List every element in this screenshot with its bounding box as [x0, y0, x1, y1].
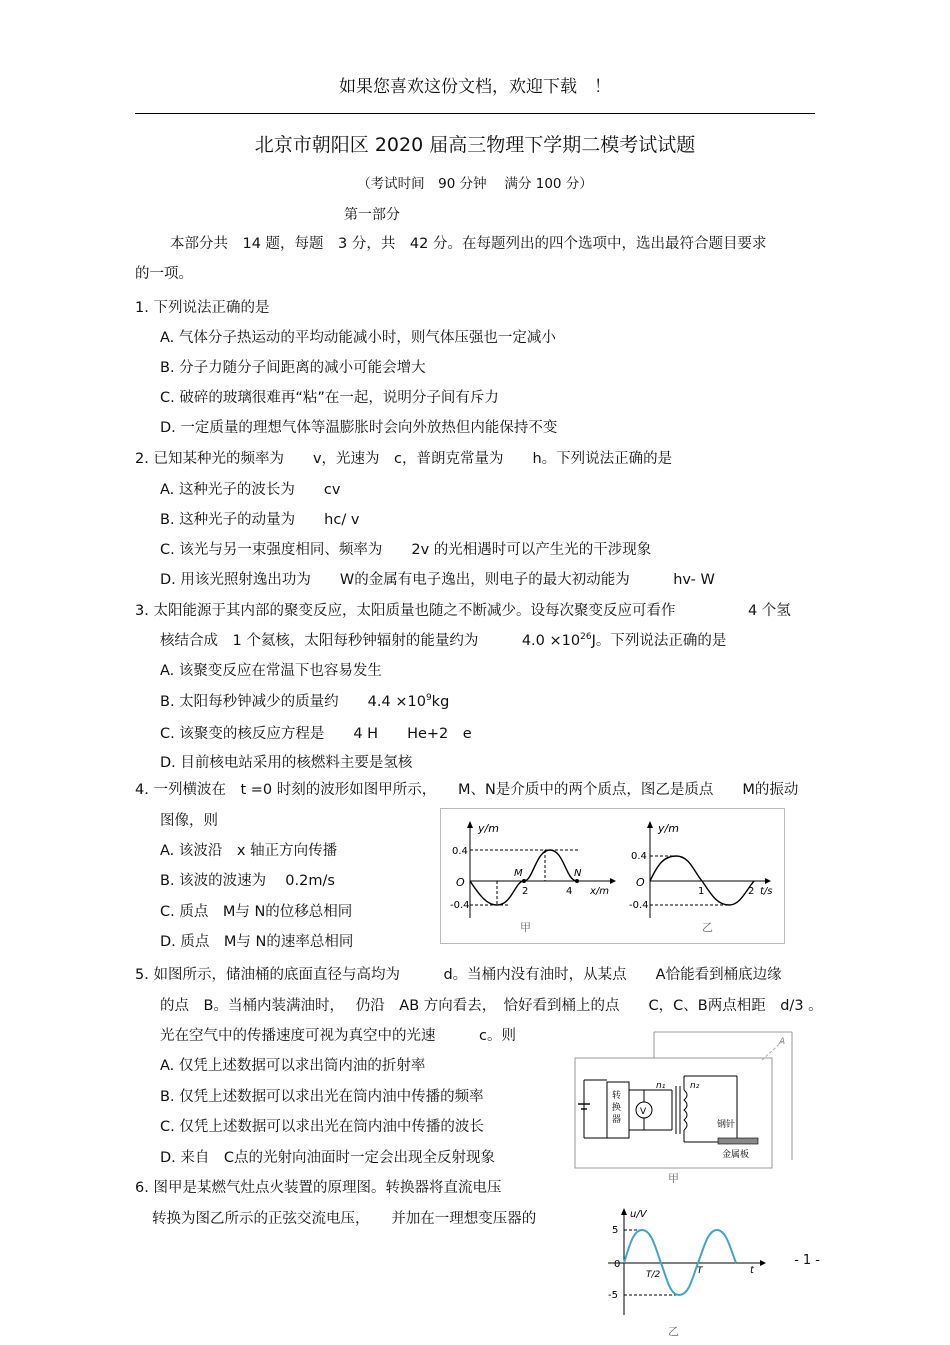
sine-origin: 0: [614, 1259, 621, 1270]
page-number: - 1 -: [794, 1253, 820, 1268]
jia-x-tick-4: 4: [566, 886, 573, 897]
q2-option-b: B. 这种光子的动量为 hc/ v: [160, 512, 360, 528]
q1-option-d: D. 一定质量的理想气体等温膨胀时会向外放热但内能保持不变: [160, 420, 558, 436]
q1-stem: 1. 下列说法正确的是: [135, 300, 270, 316]
q2-stem: 2. 已知某种光的频率为 v，光速为 c，普朗克常量为 h。下列说法正确的是: [135, 451, 673, 467]
sine-caption: 乙: [668, 1325, 679, 1338]
sine-x-label: t: [750, 1265, 754, 1276]
q5-option-d: D. 来自 C点的光射向油面时一定会出现全反射现象: [160, 1150, 496, 1166]
n1-label: n₁: [656, 1081, 666, 1091]
jia-caption: 甲: [520, 921, 531, 934]
q1-option-b: B. 分子力随分子间距离的减小可能会增大: [160, 360, 426, 376]
part-heading: 第一部分: [344, 207, 400, 223]
q3-option-d: D. 目前核电站采用的核燃料主要是氢核: [160, 755, 413, 771]
sine-figure: [600, 1205, 772, 1343]
meter-label: V: [640, 1107, 647, 1117]
q4-option-c: C. 质点 M与 N的位移总相同: [160, 904, 353, 920]
needle-label: 钢针: [717, 1120, 736, 1130]
exam-subtitle: （考试时间 90 分钟 满分 100 分）: [357, 176, 593, 192]
circuit-caption: 甲: [668, 1172, 679, 1185]
jia-origin: O: [456, 876, 465, 889]
sine-half-period: T/2: [646, 1270, 661, 1280]
plate-label: 金属板: [722, 1150, 750, 1160]
jia-y-label: y/m: [478, 822, 499, 835]
jia-point-m: M: [514, 868, 523, 879]
converter-label: 转换器: [772, 1040, 775, 1041]
intro-line-1: 本部分共 14 题，每题 3 分，共 42 分。在每题列出的四个选项中，选出最符合题目要求: [170, 236, 767, 252]
q6-stem-1: 6. 图甲是某燃气灶点火装置的原理图。转换器将直流电压: [135, 1180, 502, 1196]
q4-stem-1: 4. 一列横波在 t =0 时刻的波形如图甲所示， M、N是介质中的两个质点，图乙是质点 M的振动: [135, 782, 799, 798]
q2-option-d: D. 用该光照射逸出功为 W的金属有电子逸出，则电子的最大初动能为 hv- W: [160, 572, 715, 588]
q4-option-b: B. 该波的波速为 0.2m/s: [160, 873, 335, 889]
sine-period: T: [697, 1266, 703, 1276]
yi-origin: O: [636, 876, 645, 889]
q3-option-c: C. 该聚变的核反应方程是 4 H He+2 e: [160, 726, 472, 742]
jia-x-tick-2: 2: [522, 886, 529, 897]
intro-line-2: 的一项。: [135, 266, 193, 282]
header-rule: [135, 113, 815, 114]
yi-bottom-tick: -0.4: [629, 900, 649, 911]
sine-y-label: u/V: [630, 1209, 647, 1220]
jia-point-n: N: [574, 868, 582, 879]
n2-label: n₂: [690, 1081, 700, 1091]
q1-option-a: A. 气体分子热运动的平均动能减小时，则气体压强也一定减小: [160, 330, 556, 346]
q3-stem-1: 3. 太阳能源于其内部的聚变反应，太阳质量也随之不断减少。设每次聚变反应可看作 4 个氢: [135, 603, 791, 619]
exam-title: 北京市朝阳区 2020 届高三物理下学期二模考试试题: [254, 134, 696, 156]
q5-option-b: B. 仅凭上述数据可以求出光在筒内油中传播的频率: [160, 1089, 484, 1105]
corner-label-a: A: [779, 1037, 786, 1047]
q4-option-d: D. 质点 M与 N的速率总相同: [160, 934, 354, 950]
jia-bottom-tick: -0.4: [450, 900, 470, 911]
download-banner: 如果您喜欢这份文档，欢迎下载 ！: [339, 77, 611, 97]
q5-option-c: C. 仅凭上述数据可以求出光在筒内油中传播的波长: [160, 1119, 484, 1135]
q1-option-c: C. 破碎的玻璃很难再“粘”在一起，说明分子间有斥力: [160, 390, 499, 406]
q5-stem-1: 5. 如图所示，储油桶的底面直径与高均为 d。当桶内没有油时，从某点 A恰能看到桶底边缘: [135, 967, 782, 983]
yi-x-label: t/s: [760, 886, 773, 897]
jia-x-label: x/m: [590, 886, 610, 897]
q4-stem-2: 图像，则: [160, 813, 218, 829]
converter-label-3: 器: [612, 1115, 622, 1125]
jia-top-tick: 0.4: [452, 846, 468, 857]
sine-top-tick: 5: [612, 1225, 619, 1236]
q3-stem-2: 核结合成 1 个氦核，太阳每秒钟辐射的能量约为 $4.0 \times 10^{26}J$。下列说法正确的是: [160, 632, 727, 649]
q5-stem-3: 光在空气中的传播速度可视为真空中的光速 c。则: [160, 1028, 516, 1044]
yi-y-label: y/m: [658, 822, 679, 835]
converter-label-1: 转: [612, 1091, 622, 1101]
q4-option-a: A. 该波沿 x 轴正方向传播: [160, 843, 338, 859]
yi-caption: 乙: [702, 921, 713, 934]
q5-option-a: A. 仅凭上述数据可以求出筒内油的折射率: [160, 1058, 426, 1074]
q2-option-a: A. 这种光子的波长为 cv: [160, 482, 341, 498]
yi-x-tick-1: 1: [698, 886, 705, 897]
converter-label-2: 换: [612, 1103, 622, 1113]
sine-bottom-tick: -5: [608, 1290, 618, 1301]
q2-option-c: C. 该光与另一束强度相同、频率为 2v 的光相遇时可以产生光的干涉现象: [160, 542, 652, 558]
wave-figure: [440, 808, 785, 944]
yi-top-tick: 0.4: [631, 851, 647, 862]
circuit-figure: [572, 1030, 794, 1190]
q3-option-b: B. 太阳每秒钟减少的质量约 $4.4 \times 10^9kg$: [160, 693, 450, 710]
q6-stem-2: 转换为图乙所示的正弦交流电压， 并加在一理想变压器的: [152, 1211, 537, 1227]
q3-option-a: A. 该聚变反应在常温下也容易发生: [160, 663, 382, 679]
yi-x-tick-2: 2: [748, 886, 755, 897]
q5-stem-2: 的点 B。当桶内装满油时， 仍沿 AB 方向看去， 恰好看到桶上的点 C，C、B两点相距 d/3 。: [160, 998, 823, 1014]
